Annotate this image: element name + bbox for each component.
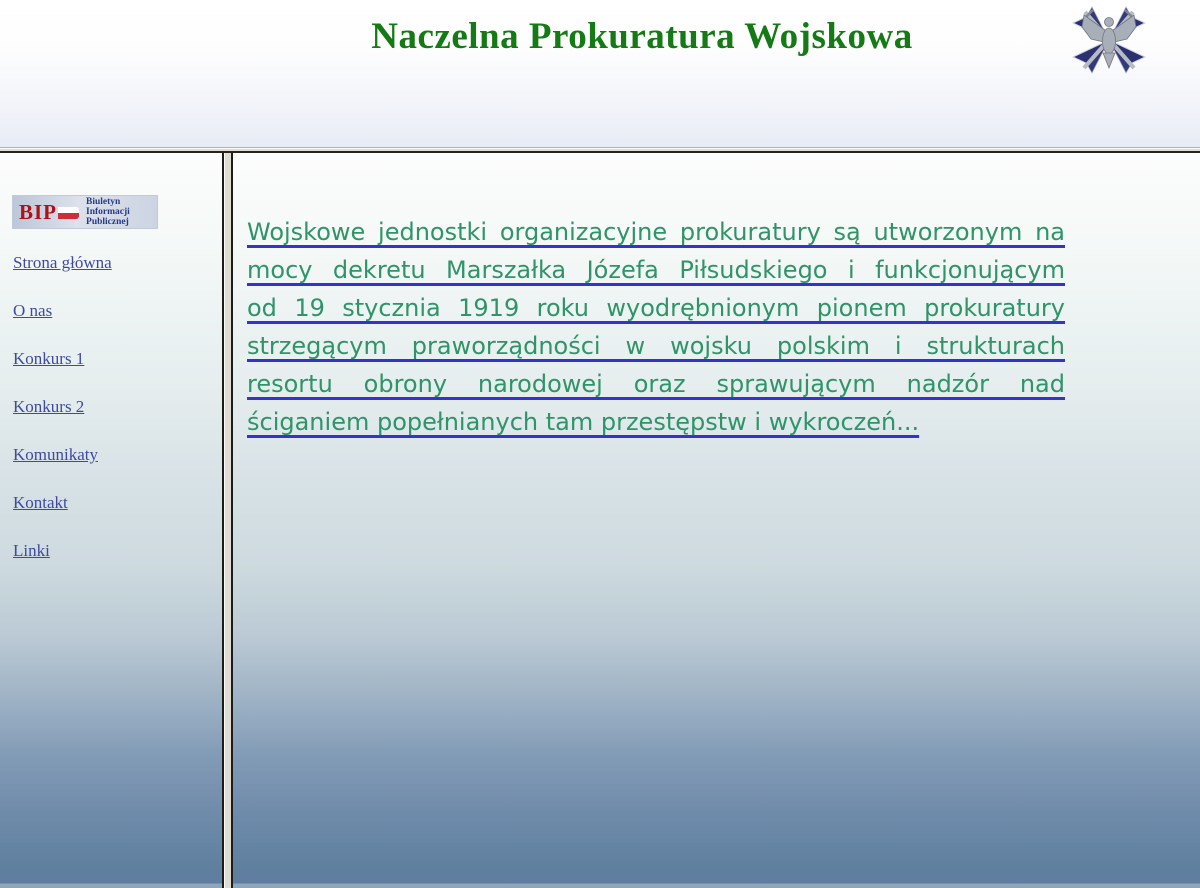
sidebar-nav [13, 254, 222, 560]
nav-item [13, 350, 222, 368]
page-title: Naczelna Prokuratura Wojskowa [371, 16, 913, 57]
bip-caption-line: Informacji [86, 207, 130, 217]
sidebar-item-konkurs-2[interactable]: Konkurs 2 [13, 397, 85, 416]
polish-flag-icon [58, 207, 79, 219]
about-paragraph-link[interactable] [247, 213, 1065, 441]
sidebar-frame [0, 153, 222, 888]
bip-caption-line: Biuletyn [86, 197, 121, 207]
bip-caption-line: Publicznej [86, 217, 129, 227]
sidebar-item-strona-glowna[interactable]: Strona główna [13, 253, 112, 272]
sidebar-item-komunikaty[interactable]: Komunikaty [13, 445, 98, 464]
nav-item [13, 302, 222, 320]
main-frame [233, 153, 1200, 888]
about-text-line[interactable]: Wojskowe jednostki organizacyjne prokuratury są utworzonym na [247, 218, 1065, 246]
bip-acronym: BIP [19, 200, 58, 224]
about-text-line[interactable]: strzegącym praworządności w wojsku polskim i strukturach [247, 332, 1065, 360]
sidebar-item-konkurs-1[interactable]: Konkurs 1 [13, 349, 85, 368]
nav-item [13, 494, 222, 512]
nav-item [13, 542, 222, 560]
frames-row [0, 153, 1200, 888]
about-text-line[interactable]: ściganiem popełnianych tam przestępstw i wykroczeń... [247, 408, 920, 436]
sidebar-item-o-nas[interactable]: O nas [13, 301, 53, 320]
about-text-line[interactable]: od 19 stycznia 1919 roku wyodrębnionym pionem prokuratury [247, 294, 1065, 322]
nav-item [13, 398, 222, 416]
about-text-line[interactable]: resortu obrony narodowej oraz sprawującym nadzór nad [247, 370, 1065, 398]
sidebar-item-kontakt[interactable]: Kontakt [13, 493, 68, 512]
nav-item [13, 254, 222, 272]
sidebar-item-linki[interactable]: Linki [13, 541, 50, 560]
bip-logo-link[interactable] [12, 195, 158, 229]
nav-item [13, 446, 222, 464]
military-cross-eagle-emblem-icon [1070, 5, 1148, 75]
about-text-line[interactable]: mocy dekretu Marszałka Józefa Piłsudskiego i funkcjonującym [247, 256, 1065, 284]
bip-caption [86, 197, 130, 227]
frame-border-vertical [222, 153, 233, 888]
header-frame [0, 0, 1200, 147]
